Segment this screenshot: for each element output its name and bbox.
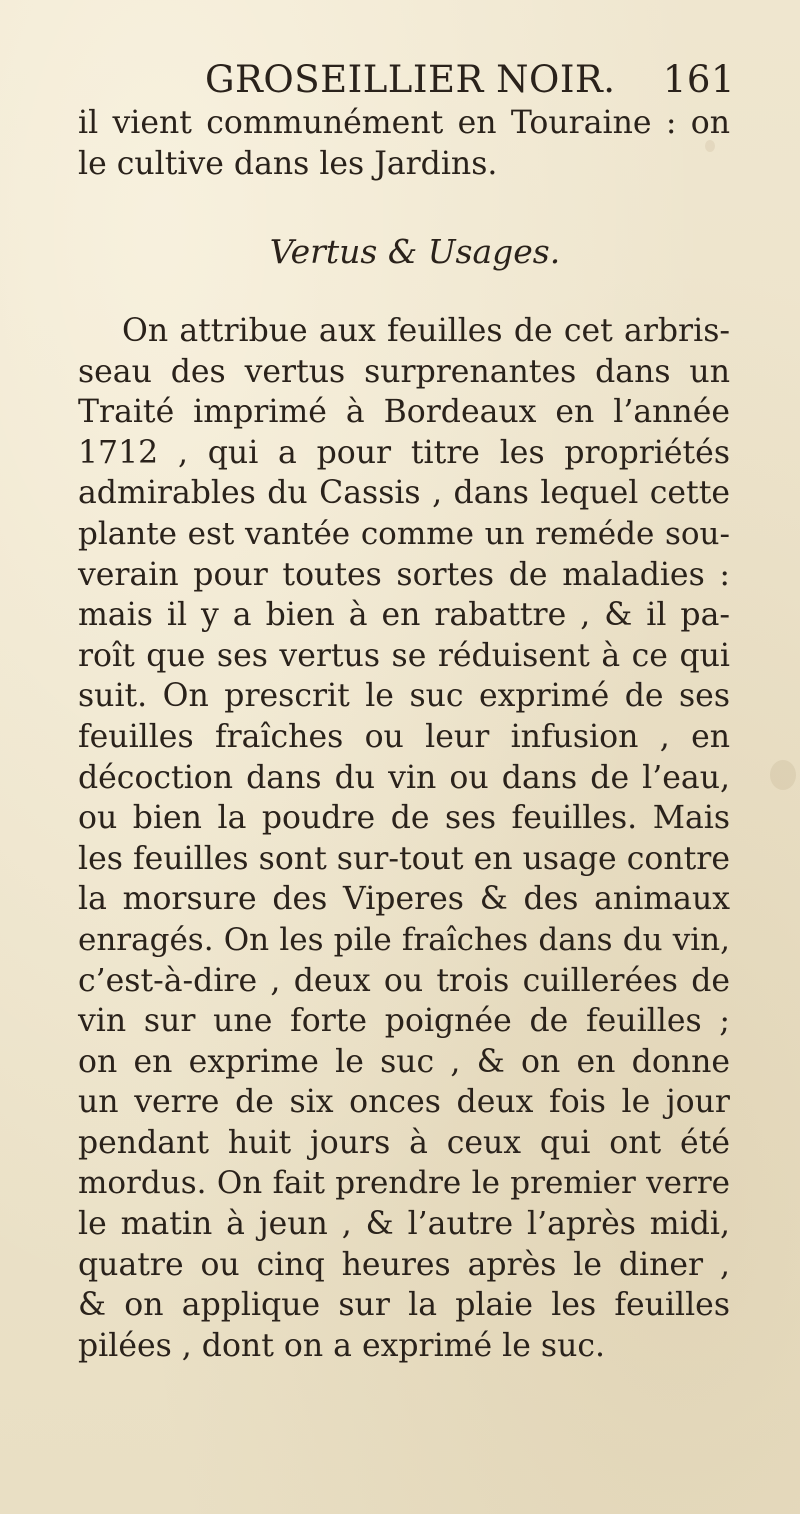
text-line: la morsure des Viperes & des animaux xyxy=(78,881,730,918)
text-line: il vient communément en Touraine : on xyxy=(78,105,730,141)
text-line: suit. On prescrit le suc exprimé de ses xyxy=(78,678,730,715)
text-line: pilées , dont on a exprimé le suc. xyxy=(78,1327,606,1364)
text-line: les feuilles sont sur-tout en usage contre xyxy=(78,840,730,877)
text-line: & on applique sur la plaie les feuilles xyxy=(78,1287,730,1324)
text-line: Traité imprimé à Bordeaux en l’année xyxy=(78,394,730,431)
paper-stain xyxy=(770,760,796,790)
text-line: plante est vantée comme un reméde sou- xyxy=(78,515,730,552)
text-line: On attribue aux feuilles de cet arbris- xyxy=(122,313,730,349)
text-line: quatre ou cinq heures après le diner , xyxy=(78,1246,730,1283)
text-line: feuilles fraîches ou leur infusion , en xyxy=(78,718,730,755)
intro-paragraph xyxy=(78,103,730,184)
text-line: enragés. On les pile fraîches dans du vin, xyxy=(78,921,730,958)
text-line: seau des vertus surprenantes dans un xyxy=(78,353,730,390)
text-line: le cultive dans les Jardins. xyxy=(78,145,498,182)
section-heading: Vertus & Usages. xyxy=(269,232,561,271)
text-line: roît que ses vertus se réduisent à ce qui xyxy=(78,637,730,674)
page-title: GROSEILLIER NOIR. xyxy=(205,58,616,101)
text-line: le matin à jeun , & l’autre l’après midi, xyxy=(78,1206,730,1243)
body-paragraph xyxy=(78,311,730,1366)
running-head xyxy=(205,58,735,108)
text-line: on en exprime le suc , & on en donne xyxy=(78,1043,730,1080)
text-line: verain pour toutes sortes de maladies : xyxy=(78,556,730,593)
text-line: ou bien la poudre de ses feuilles. Mais xyxy=(78,800,730,837)
text-line: mordus. On fait prendre le premier verre xyxy=(78,1165,730,1202)
text-line: c’est-à-dire , deux ou trois cuillerées de xyxy=(78,962,730,999)
text-line: 1712 , qui a pour titre les propriétés xyxy=(78,434,730,471)
text-line: mais il y a bien à en rabattre , & il pa- xyxy=(78,597,730,634)
text-line: admirables du Cassis , dans lequel cette xyxy=(78,475,730,512)
text-line: décoction dans du vin ou dans de l’eau, xyxy=(78,759,730,796)
text-line: vin sur une forte poignée de feuilles ; xyxy=(78,1003,730,1040)
text-line: pendant huit jours à ceux qui ont été xyxy=(78,1124,730,1161)
text-line: un verre de six onces deux fois le jour xyxy=(78,1084,730,1121)
page-number: 161 xyxy=(662,58,735,101)
